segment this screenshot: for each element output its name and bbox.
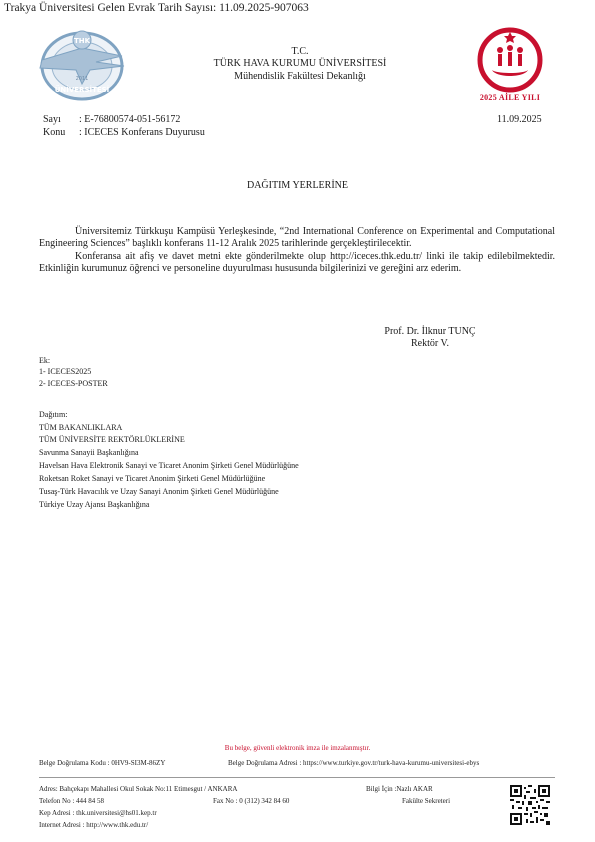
body-paragraph-1: Üniversitemiz Türkkuşu Kampüsü Yerleşkesinde, “2nd International Conference on Experimental and Computational Engineering Sciences” başlıklı konferans 11-12 Aralık 2025 tarihlerinde gerçekleştirilecektir. xyxy=(39,226,555,249)
family-year-label: 2025 AİLE YILI xyxy=(479,93,541,102)
attachment-item: 2- ICECES-POSTER xyxy=(39,379,108,388)
verification-code: Belge Doğrulama Kodu : 0HV9-SI3M-86ZY xyxy=(39,759,166,767)
distribution-item: TÜM ÜNİVERSİTE REKTÖRLÜKLERİNE xyxy=(39,435,185,444)
footer-info-title: Fakülte Sekreteri xyxy=(402,797,451,805)
e-signature-notice: Bu belge, güvenli elektronik imza ile imzalanmıştır. xyxy=(224,744,371,752)
footer-web[interactable]: Internet Adresi : http://www.thk.edu.tr/ xyxy=(39,821,149,829)
distribution-item: Roketsan Roket Sanayi ve Ticaret Anonim Şirketi Genel Müdürlüğüne xyxy=(39,474,266,483)
document-subject-key: Konu xyxy=(43,127,66,138)
distribution-item: Savunma Sanayii Başkanlığına xyxy=(39,448,139,457)
attachments-title: Ek: xyxy=(39,356,51,365)
header-tc: T.C. xyxy=(291,46,309,57)
signatory-title: Rektör V. xyxy=(411,338,449,349)
recipient-heading: DAĞITIM YERLERİNE xyxy=(246,180,348,191)
footer-divider xyxy=(39,777,555,778)
logo-ring-text: ÜNİVERSİTESİ xyxy=(54,86,110,94)
footer-kep[interactable]: Kep Adresi : thk.universitesi@hs01.kep.tr xyxy=(39,809,157,817)
attachment-item: 1- ICECES2025 xyxy=(39,367,92,376)
footer-info-contact: Bilgi İçin :Nazlı AKAR xyxy=(366,785,433,793)
university-logo xyxy=(36,26,128,102)
document-number xyxy=(43,114,180,125)
document-subject xyxy=(43,127,205,138)
document-number-key: Sayı xyxy=(43,114,61,125)
distribution-item: TÜM BAKANLIKLARA xyxy=(39,423,123,432)
signatory-name: Prof. Dr. İlknur TUNÇ xyxy=(384,326,476,337)
distribution-item: Tusaş-Türk Havacılık ve Uzay Sanayi Anonim Şirketi Genel Müdürlüğüne xyxy=(39,487,279,496)
header-faculty: Mühendislik Fakültesi Dekanlığı xyxy=(234,71,366,82)
distribution-title: Dağıtım: xyxy=(39,410,68,419)
footer-address: Adres: Bahçekapı Mahallesi Okul Sokak No:11 Etimesgut / ANKARA xyxy=(39,785,238,793)
document-date: 11.09.2025 xyxy=(497,114,542,125)
qr-code xyxy=(510,785,550,825)
verification-address[interactable]: Belge Doğrulama Adresi : https://www.turkiye.gov.tr/turk-hava-kurumu-universitesi-ebys xyxy=(228,759,480,767)
body-paragraph-2: Konferansa ait afiş ve davet metni ekte gönderilmekte olup http://iceces.thk.edu.tr/ linki ile takip edilebilmektedir. Etkinliğin kurumunuz öğrenci ve personeline duyurulması hususunda bilgilerinizi ve gereğini arz ederim. xyxy=(39,251,555,274)
distribution-item: Türkiye Uzay Ajansı Başkanlığına xyxy=(39,500,150,509)
university-logo-emblem xyxy=(36,26,128,102)
document-subject-value: : ICECES Konferans Duyurusu xyxy=(79,127,205,138)
header-university: TÜRK HAVA KURUMU ÜNİVERSİTESİ xyxy=(213,58,387,69)
qr-code-image xyxy=(510,785,550,825)
footer-fax: Fax No : 0 (312) 342 84 60 xyxy=(213,797,290,805)
footer-phone: Telefon No : 444 84 58 xyxy=(39,797,105,805)
family-year-emblem xyxy=(470,26,550,96)
distribution-item: Havelsan Hava Elektronik Sanayi ve Ticaret Anonim Şirketi Genel Müdürlüğüne xyxy=(39,461,299,470)
logo-year: 2011 xyxy=(75,76,89,82)
document-number-value: : E-76800574-051-56172 xyxy=(79,114,181,125)
logo-abbrev: THK xyxy=(73,37,91,45)
incoming-document-stamp: Trakya Üniversitesi Gelen Evrak Tarih Sayısı: 11.09.2025-907063 xyxy=(4,2,309,14)
